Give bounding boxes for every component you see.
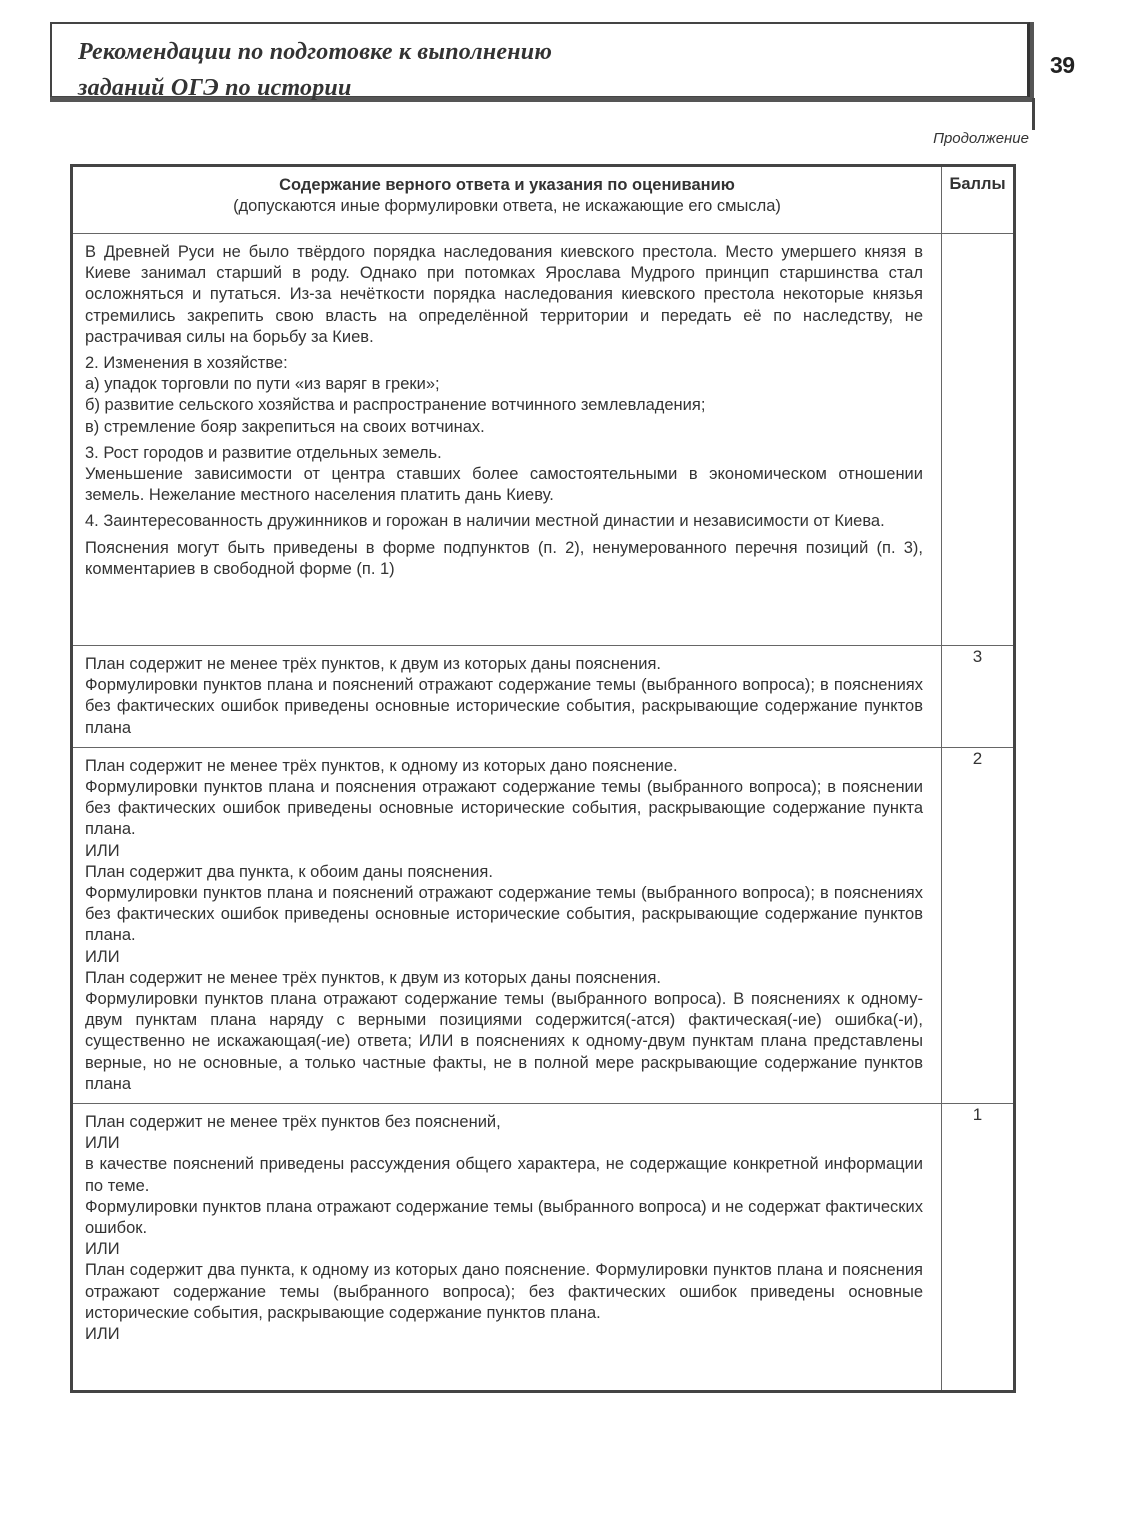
criteria-2-or1: ИЛИ — [85, 841, 120, 860]
content-column-title: Содержание верного ответа и указания по оцениванию — [279, 176, 735, 194]
points-column-header: Баллы — [942, 166, 1015, 234]
answer-item-2b: б) развитие сельского хозяйства и распространение вотчинного землевладения; — [85, 396, 706, 415]
criteria-2-c2: Формулировки пунктов плана отражают содержание темы (выбранного вопроса). В пояснениях к одному-двум пунктам плана наряду с верными позициями содержится(-атся) фактическая(-ие) ошибка(-и), существенно не искажающая(-ие) ответа; ИЛИ в пояснениях к одному-двум пунктам плана представлены верные, но не основные, а только частные факты, не в полной мере раскрывающие содержание пунктов плана — [85, 990, 923, 1093]
table-row-1-point — [72, 1104, 1015, 1392]
answer-item-3-text: Уменьшение зависимости от центра ставших более самостоятельными в экономическом отношении земель. Нежелание местного населения платить дань Киеву. — [85, 465, 923, 505]
continuation-label: Продолжение — [933, 130, 1029, 147]
answer-item-2a: а) упадок торговли по пути «из варяг в греки»; — [85, 375, 440, 394]
header-frame-shadow-right — [1030, 22, 1034, 102]
criteria-2-a1: План содержит не менее трёх пунктов, к одному из которых дано пояснение. — [85, 756, 678, 775]
answer-note: Пояснения могут быть приведены в форме подпунктов (п. 2), ненумерованного перечня позиций (п. 3), комментариев в свободной форме (п. 1) — [85, 538, 923, 578]
answer-paragraph-1: В Древней Руси не было твёрдого порядка наследования киевского престола. Место умершего князя в Киеве занимал старший в роду. Однако при потомках Ярослава Мудрого принцип старшинства стал осложняться и путаться. Из-за нечёткости порядка наследования киевского престола некоторые князья стремились закрепить свою власть на определённой территории и передать её по наследству, не растрачивая силы на борьбу за Киев. — [85, 243, 923, 346]
criteria-1-b1: План содержит два пункта, к одному из которых дано пояснение. Формулировки пунктов плана и пояснения отражают содержание темы (выбранного вопроса); без фактических ошибок приведены основные исторические события, раскрывающие содержание пунктов плана. — [85, 1261, 923, 1322]
answer-item-2c: в) стремление бояр закрепиться на своих вотчинах. — [85, 417, 485, 436]
criteria-1-or3: ИЛИ — [85, 1325, 120, 1344]
points-2: 2 — [942, 747, 1015, 1103]
table-header-row — [72, 166, 1015, 234]
criteria-2-c1: План содержит не менее трёх пунктов, к двум из которых даны пояснения. — [85, 968, 661, 987]
content-column-header — [72, 166, 942, 234]
criteria-3-line1: План содержит не менее трёх пунктов, к двум из которых даны пояснения. — [85, 655, 661, 673]
criteria-1-or1: ИЛИ — [85, 1134, 120, 1153]
answer-item-4: 4. Заинтересованность дружинников и горожан в наличии местной династии и независимости от Киева. — [85, 512, 885, 531]
answer-item-3-title: 3. Рост городов и развитие отдельных земель. — [85, 443, 442, 462]
table-row-3-points — [72, 646, 1015, 748]
table-row-2-points — [72, 747, 1015, 1103]
document-title-line1: Рекомендации по подготовке к выполнению — [78, 39, 553, 65]
criteria-3-line2: Формулировки пунктов плана и пояснений отражают содержание темы (выбранного вопроса); в пояснениях без фактических ошибок приведены основные исторические события, раскрывающие содержание пунктов плана — [85, 676, 923, 737]
criteria-1-a1: План содержит не менее трёх пунктов без пояснений, — [85, 1113, 501, 1132]
criteria-3-cell — [72, 646, 942, 748]
content-column-subtitle: (допускаются иные формулировки ответа, не искажающие его смысла) — [233, 197, 781, 215]
criteria-2-b2: Формулировки пунктов плана и пояснений отражают содержание темы (выбранного вопроса); в пояснениях без фактических ошибок приведены основные исторические события, раскрывающие содержание пунктов плана. — [85, 884, 923, 945]
answer-content-cell — [72, 234, 942, 646]
table-row-answer — [72, 234, 1015, 646]
header-divider-tick — [1032, 98, 1035, 130]
points-3: 3 — [942, 646, 1015, 748]
criteria-1-or2: ИЛИ — [85, 1240, 120, 1259]
answer-item-2-title: 2. Изменения в хозяйстве: — [85, 354, 288, 373]
grading-table — [70, 164, 1016, 1393]
criteria-1-a3: Формулировки пунктов плана отражают содержание темы (выбранного вопроса) и не содержат фактических ошибок. — [85, 1197, 923, 1238]
document-title-line2: заданий ОГЭ по истории — [78, 75, 352, 101]
criteria-2-cell — [72, 747, 942, 1103]
criteria-1-a2: в качестве пояснений приведены рассуждения общего характера, не содержащие конкретной информации по теме. — [85, 1155, 923, 1195]
criteria-1-cell — [72, 1104, 942, 1392]
page-number: 39 — [1050, 52, 1075, 78]
criteria-2-a2: Формулировки пунктов плана и пояснения отражают содержание темы (выбранного вопроса); в пояснении без фактических ошибок приведены основные исторические события, раскрывающие содержание пункта плана. — [85, 778, 923, 839]
answer-points-cell — [942, 234, 1015, 646]
criteria-2-or2: ИЛИ — [85, 947, 120, 966]
document-title — [78, 34, 978, 106]
criteria-2-b1: План содержит два пункта, к обоим даны пояснения. — [85, 862, 493, 881]
points-1: 1 — [942, 1104, 1015, 1392]
